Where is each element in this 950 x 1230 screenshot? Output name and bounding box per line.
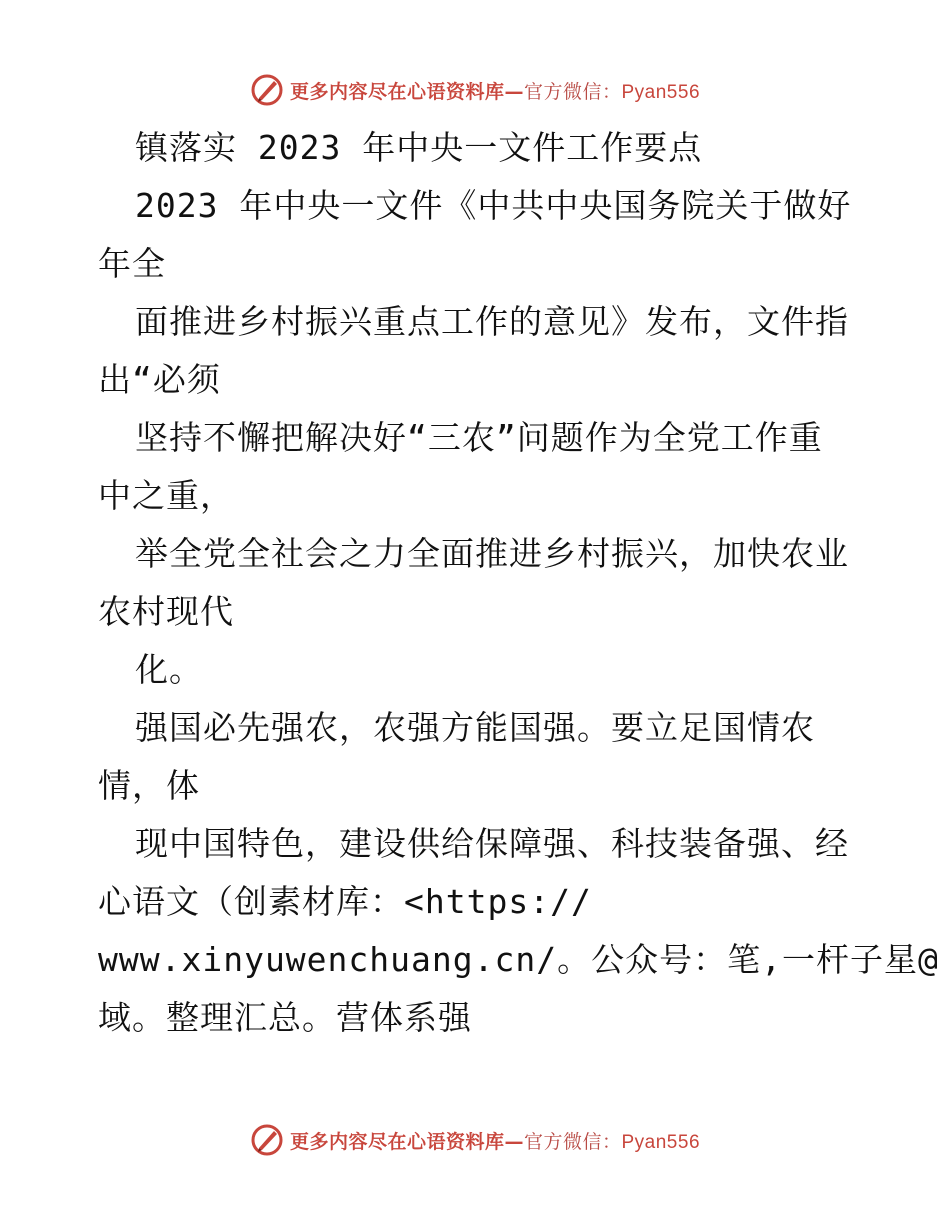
paragraph-line: 面推进乡村振兴重点工作的意见》发布，文件指 <box>135 302 849 341</box>
banner-text <box>290 1127 700 1154</box>
paragraph-line: 农村现代 <box>98 592 234 631</box>
paragraph-line: 化。 <box>135 650 203 689</box>
banner-wechat-id: Pyan556 <box>621 81 701 103</box>
paragraph-line: 现中国特色，建设供给保障强、科技装备强、经 <box>135 824 849 863</box>
paragraph-line: 举全党全社会之力全面推进乡村振兴，加快农业 <box>135 534 849 573</box>
banner-wechat-id: Pyan556 <box>621 1131 701 1153</box>
paragraph-line: 2023 年中央一文件《中共中央国务院关于做好 <box>135 186 852 225</box>
banner-title: 更多内容尽在心语资料库 <box>289 1130 505 1153</box>
paragraph-line: 域。整理汇总。营体系强 <box>98 998 472 1037</box>
paragraph-line: 出“必须 <box>98 360 221 399</box>
paragraph-line: 心语文（创素材库：<https:// <box>98 882 592 921</box>
footer-banner <box>0 1120 950 1160</box>
paragraph-line: www.xinyuwenchuang.cn/。公众号：笔,一杆子星@ <box>98 940 939 979</box>
paragraph-line: 中之重， <box>98 476 234 515</box>
doc-title: 镇落实 2023 年中央一文件工作要点 <box>135 128 703 167</box>
banner-wechat-label: 官方微信： <box>523 1130 622 1153</box>
banner-dash: — <box>504 80 524 103</box>
paragraph-line: 坚持不懈把解决好“三农”问题作为全党工作重 <box>135 418 823 457</box>
paragraph-line: 年全 <box>98 244 166 283</box>
paragraph-line: 情，体 <box>98 766 200 805</box>
banner-dash: — <box>504 1130 524 1153</box>
pen-logo-icon <box>250 1123 284 1157</box>
banner-title: 更多内容尽在心语资料库 <box>289 80 505 103</box>
banner-wechat-label: 官方微信： <box>523 80 622 103</box>
paragraph-line: 强国必先强农，农强方能国强。要立足国情农 <box>135 708 815 747</box>
